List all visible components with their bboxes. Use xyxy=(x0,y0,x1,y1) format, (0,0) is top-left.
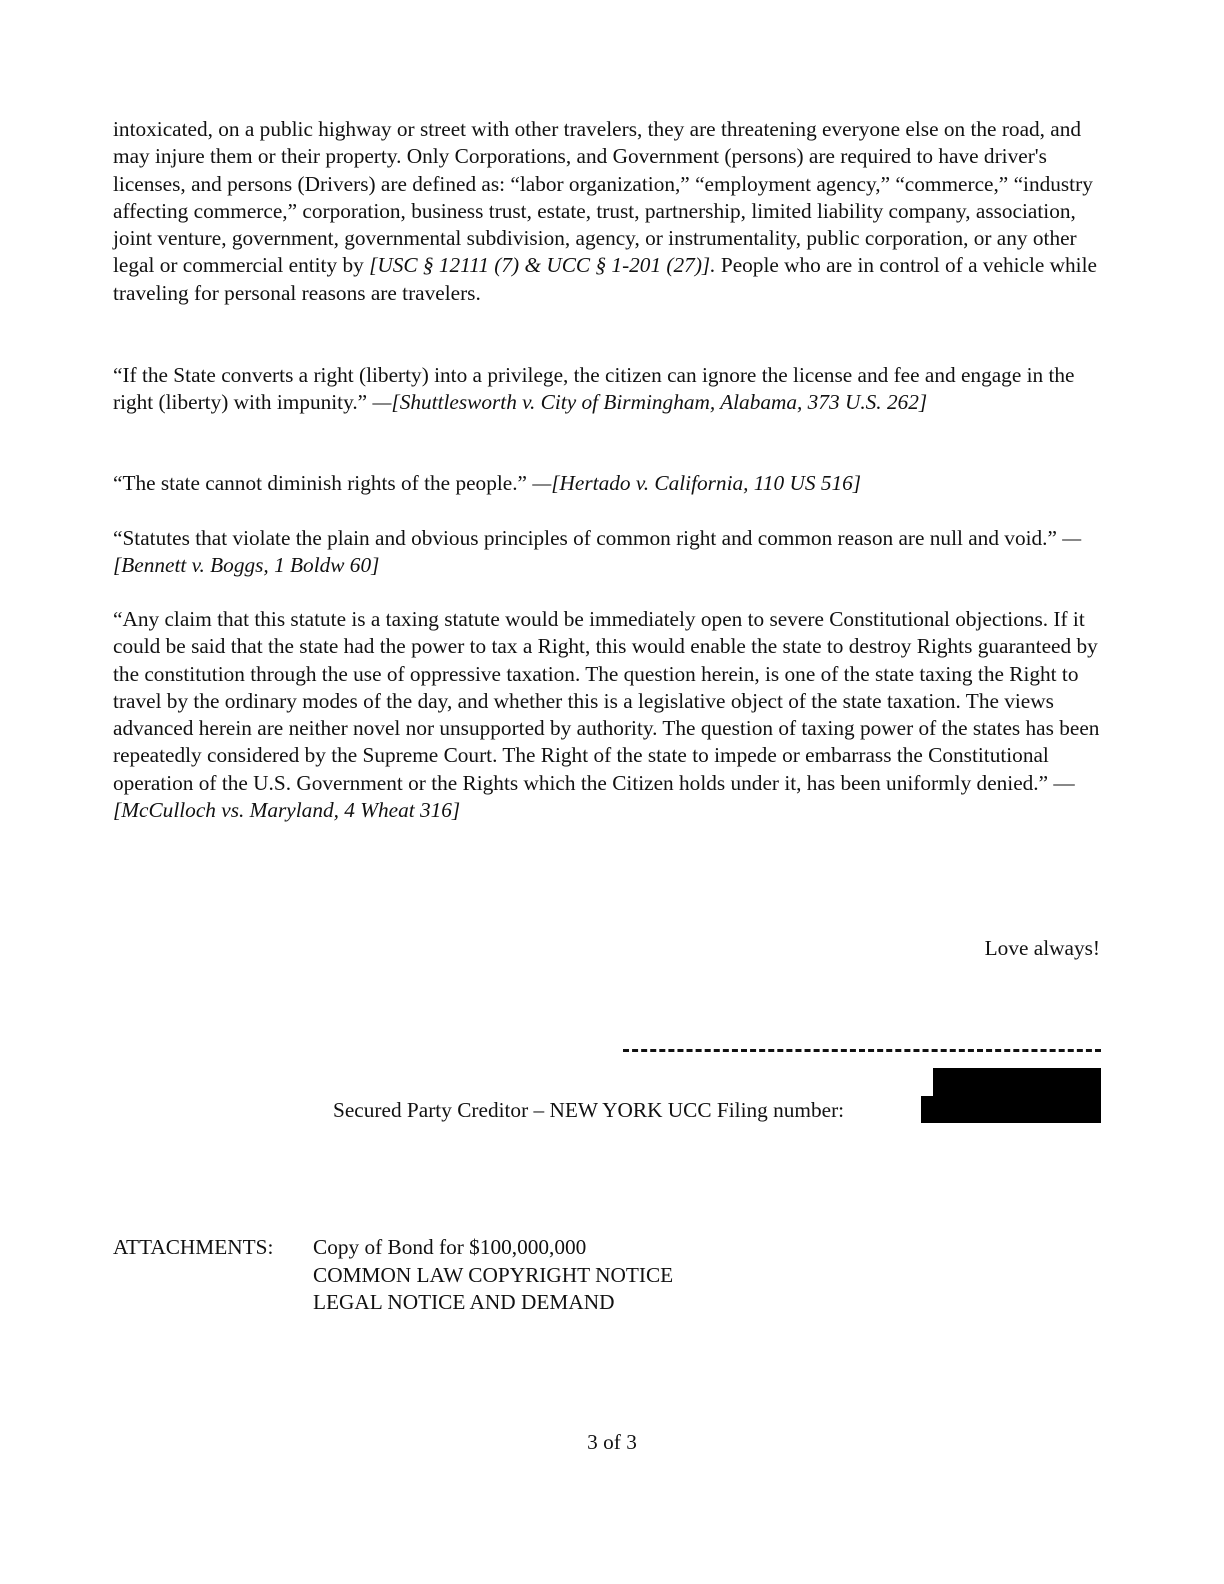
quote-text: “The state cannot diminish rights of the people.” xyxy=(113,471,533,495)
statute-citation: [USC § 12111 (7) & UCC § 1-201 (27)]. xyxy=(369,253,716,278)
quote-bennett xyxy=(113,525,1113,580)
attachment-item: COMMON LAW COPYRIGHT NOTICE xyxy=(313,1262,674,1287)
paragraph-text: intoxicated, on a public highway or street with other travelers, they are threatening everyone else on the road, and may injure them or their property. Only Corporations, and Government (persons) are required to have driver's licenses, and persons (Drivers) are defined as: “labor organization,” “employment agency,” “commerce,” “industry affecting commerce,” corporation, business trust, estate, trust, partnership, limited liability company, association, joint venture, government, governmental subdivision, agency, or instrumentality, public corporation, or any other legal or commercial entity by xyxy=(113,117,1093,278)
quote-hertado xyxy=(113,470,1113,497)
secured-party-label: Secured Party Creditor – NEW YORK UCC Filing number: xyxy=(333,1098,845,1122)
page-number: 3 of 3 xyxy=(587,1430,637,1454)
signature-line xyxy=(623,1049,1101,1052)
quote-text: “If the State converts a right (liberty) into a privilege, the citizen can ignore the license and fee and engage in the right (liberty) with impunity.” xyxy=(113,363,1075,415)
attachment-item: Copy of Bond for $100,000,000 xyxy=(313,1235,587,1259)
attachments-label: ATTACHMENTS: xyxy=(113,1235,274,1259)
quote-text: “Any claim that this statute is a taxing statute would be immediately open to severe Constitutional objections. If it could be said that the state had the power to tax a Right, this would enable the state to destroy Rights guaranteed by the constitution through the use of oppressive taxation. The question herein, is one of the state taxing the Right to travel by the ordinary modes of the day, and whether this is a legislative object of the state taxation. The views advanced herein are neither novel nor unsupported by authority. The question of taxing power of the states has been repeatedly considered by the Supreme Court. The Right of the state to impede or embarrass the Constitutional operation of the U.S. Government or the Rights which the Citizen holds under it, has been uniformly denied.” — xyxy=(113,607,1100,795)
redaction-block xyxy=(933,1068,1101,1098)
case-citation: —[Hertado v. California, 110 US 516] xyxy=(532,471,862,495)
body-paragraph xyxy=(113,116,1113,307)
quote-text: “Statutes that violate the plain and obvious principles of common right and common reason are null and void.” xyxy=(113,526,1063,550)
attachments-list xyxy=(313,1234,673,1317)
case-citation: [McCulloch vs. Maryland, 4 Wheat 316] xyxy=(113,798,461,823)
paragraph-text-tail: People who are in control of a vehicle while traveling for personal reasons are travelers. xyxy=(113,253,1097,305)
quote-mcculloch xyxy=(113,606,1113,824)
closing-salutation: Love always! xyxy=(984,936,1100,960)
case-citation: —[Shuttlesworth v. City of Birmingham, Alabama, 373 U.S. 262] xyxy=(372,390,928,415)
quote-shuttlesworth xyxy=(113,362,1113,417)
redaction-block xyxy=(921,1096,1101,1123)
attachment-item: LEGAL NOTICE AND DEMAND xyxy=(313,1290,615,1314)
case-citation: —[Bennett v. Boggs, 1 Boldw 60] xyxy=(113,526,1082,578)
